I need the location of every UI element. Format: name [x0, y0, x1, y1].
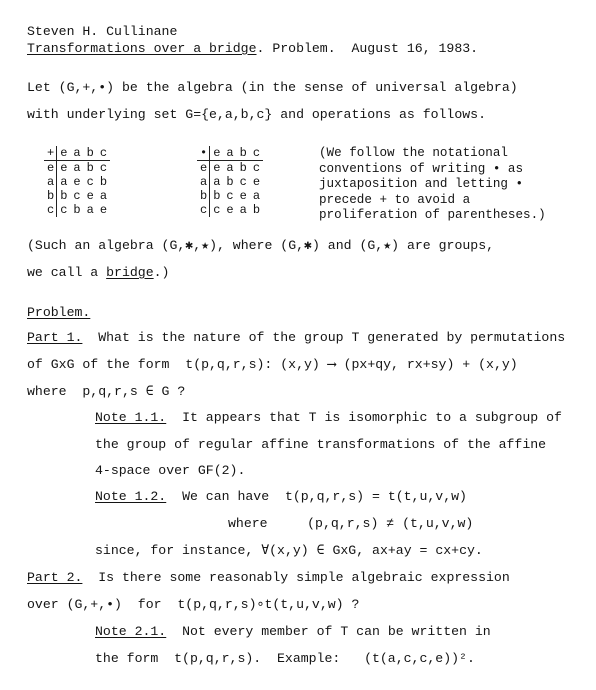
- addition-table-operator-symbol: +: [44, 146, 57, 161]
- addition-table-cell: a: [73, 161, 81, 175]
- multiplication-table-cell: c: [252, 161, 261, 175]
- multiplication-table-row: [197, 161, 263, 176]
- part-1-text: What is the nature of the group T generated by permutations: [98, 330, 566, 345]
- multiplication-table-row: [197, 189, 263, 203]
- addition-table-cell: b: [60, 189, 68, 203]
- multiplication-table-cell: c: [239, 175, 247, 189]
- convention-line: (We follow the notational: [319, 146, 508, 160]
- part-1-line-3: where p,q,r,s ∈ G ?: [27, 384, 186, 399]
- bridge-definition-line-1: (Such an algebra (G,✱,★), where (G,✱) and (G,★) are groups,: [27, 238, 495, 253]
- addition-table-cell: c: [60, 203, 68, 217]
- multiplication-table-cell: a: [226, 161, 234, 175]
- addition-table-row-header: e: [44, 161, 57, 176]
- addition-table-cell: a: [60, 175, 68, 189]
- multiplication-table-cell: e: [213, 161, 221, 175]
- multiplication-table-column-header: c: [250, 146, 263, 161]
- document-date: August 16, 1983.: [351, 41, 479, 56]
- addition-table-cell: c: [73, 189, 81, 203]
- addition-table-cell: b: [86, 161, 94, 175]
- problem-heading: Problem.: [27, 305, 91, 320]
- bridge-term: bridge: [106, 265, 154, 280]
- multiplication-table-cell: c: [226, 189, 234, 203]
- multiplication-table-cell: e: [252, 175, 261, 189]
- addition-table-cell: b: [73, 203, 81, 217]
- addition-table-row: [44, 189, 110, 203]
- convention-line: proliferation of parentheses.): [319, 208, 546, 222]
- multiplication-table-operator-symbol: •: [197, 146, 210, 161]
- part-1-line-2: of GxG of the form t(p,q,r,s): (x,y) ⟶ (px+qy, rx+sy) + (x,y): [27, 357, 518, 372]
- convention-line: conventions of writing • as: [319, 161, 524, 176]
- part-2-text: Is there some reasonably simple algebraic expression: [98, 570, 510, 585]
- note-2-1-label: Note 2.1.: [95, 624, 167, 639]
- multiplication-table-cell: a: [239, 203, 247, 217]
- multiplication-table-row-header: c: [197, 203, 210, 217]
- note-1-1-line-2: the group of regular affine transformations of the affine: [95, 437, 547, 452]
- multiplication-table-row-header: b: [197, 189, 210, 203]
- note-1-2-line-3: since, for instance, ∀(x,y) ∈ GxG, ax+ay = cx+cy.: [95, 543, 483, 558]
- part-1-line-1: [27, 331, 565, 344]
- part-2-line-1: [27, 571, 510, 584]
- part-1-label: Part 1.: [27, 330, 83, 345]
- bridge-prefix: we call a: [27, 265, 107, 280]
- bridge-suffix: .): [153, 265, 170, 280]
- addition-table-column-header: c: [97, 146, 110, 161]
- multiplication-table-cell: a: [213, 175, 221, 189]
- note-1-1-line-3: 4-space over GF(2).: [95, 463, 246, 478]
- addition-table: [44, 146, 110, 217]
- note-1-2-line-2: where (p,q,r,s) ≠ (t,u,v,w): [228, 516, 474, 531]
- multiplication-table-cell: b: [239, 161, 247, 175]
- multiplication-table-cell: b: [252, 203, 261, 217]
- author-name: Steven H. Cullinane: [27, 24, 178, 39]
- note-1-1-line-1: [95, 411, 562, 424]
- convention-line: juxtaposition and letting •: [319, 177, 524, 191]
- multiplication-table-cell: e: [239, 189, 247, 203]
- intro-line-1: Let (G,+,•) be the algebra (in the sense of universal algebra): [27, 80, 518, 95]
- addition-table-column-header: b: [84, 146, 97, 161]
- multiplication-table-cell: e: [226, 203, 234, 217]
- multiplication-table-row-header: e: [197, 161, 210, 176]
- notation-convention-note: [319, 146, 546, 224]
- multiplication-table-cell: a: [252, 189, 261, 203]
- convention-line: precede + to avoid a: [319, 192, 471, 207]
- addition-table-row-header: a: [44, 175, 57, 189]
- note-1-1-text: It appears that T is isomorphic to a subgroup of: [182, 410, 562, 425]
- addition-table-cell: e: [86, 189, 94, 203]
- addition-table-row: [44, 161, 110, 176]
- multiplication-table: [197, 146, 263, 217]
- multiplication-table-column-header: b: [237, 146, 250, 161]
- multiplication-table-row-header: a: [197, 175, 210, 189]
- intro-line-2: with underlying set G={e,a,b,c} and operations as follows.: [27, 107, 486, 122]
- multiplication-table-column-header: e: [210, 146, 224, 161]
- addition-table-cell: a: [99, 189, 108, 203]
- addition-table-row: [44, 203, 110, 217]
- addition-table-cell: e: [99, 203, 108, 217]
- addition-table-cell: a: [86, 203, 94, 217]
- addition-table-cell: e: [73, 175, 81, 189]
- note-2-1-line-1: [95, 625, 491, 638]
- note-2-1-line-2: the form t(p,q,r,s). Example: (t(a,c,c,e))².: [95, 651, 475, 666]
- part-2-line-2: over (G,+,•) for t(p,q,r,s)∘t(t,u,v,w) ?: [27, 597, 360, 612]
- note-1-2-label: Note 1.2.: [95, 489, 167, 504]
- part-2-label: Part 2.: [27, 570, 83, 585]
- addition-table-column-header: e: [57, 146, 71, 161]
- addition-table-cell: b: [99, 175, 108, 189]
- multiplication-table-column-header: a: [223, 146, 236, 161]
- addition-table-column-header: a: [70, 146, 83, 161]
- addition-table-row: [44, 175, 110, 189]
- multiplication-table-row: [197, 175, 263, 189]
- addition-table-row-header: c: [44, 203, 57, 217]
- note-1-1-label: Note 1.1.: [95, 410, 167, 425]
- document-heading: [27, 42, 478, 55]
- addition-table-cell: c: [86, 175, 94, 189]
- addition-table-cell: c: [99, 161, 108, 175]
- multiplication-table-row: [197, 203, 263, 217]
- addition-table-cell: e: [60, 161, 68, 175]
- multiplication-table-cell: b: [213, 189, 221, 203]
- addition-table-row-header: b: [44, 189, 57, 203]
- multiplication-table-cell: c: [213, 203, 221, 217]
- bridge-definition-line-2: [27, 266, 169, 279]
- note-1-2-text: We can have t(p,q,r,s) = t(t,u,v,w): [182, 489, 467, 504]
- document-title: Transformations over a bridge: [27, 41, 257, 56]
- multiplication-table-cell: b: [226, 175, 234, 189]
- document-kind: . Problem.: [256, 41, 336, 56]
- note-1-2-line-1: [95, 490, 467, 503]
- note-2-1-text: Not every member of T can be written in: [182, 624, 491, 639]
